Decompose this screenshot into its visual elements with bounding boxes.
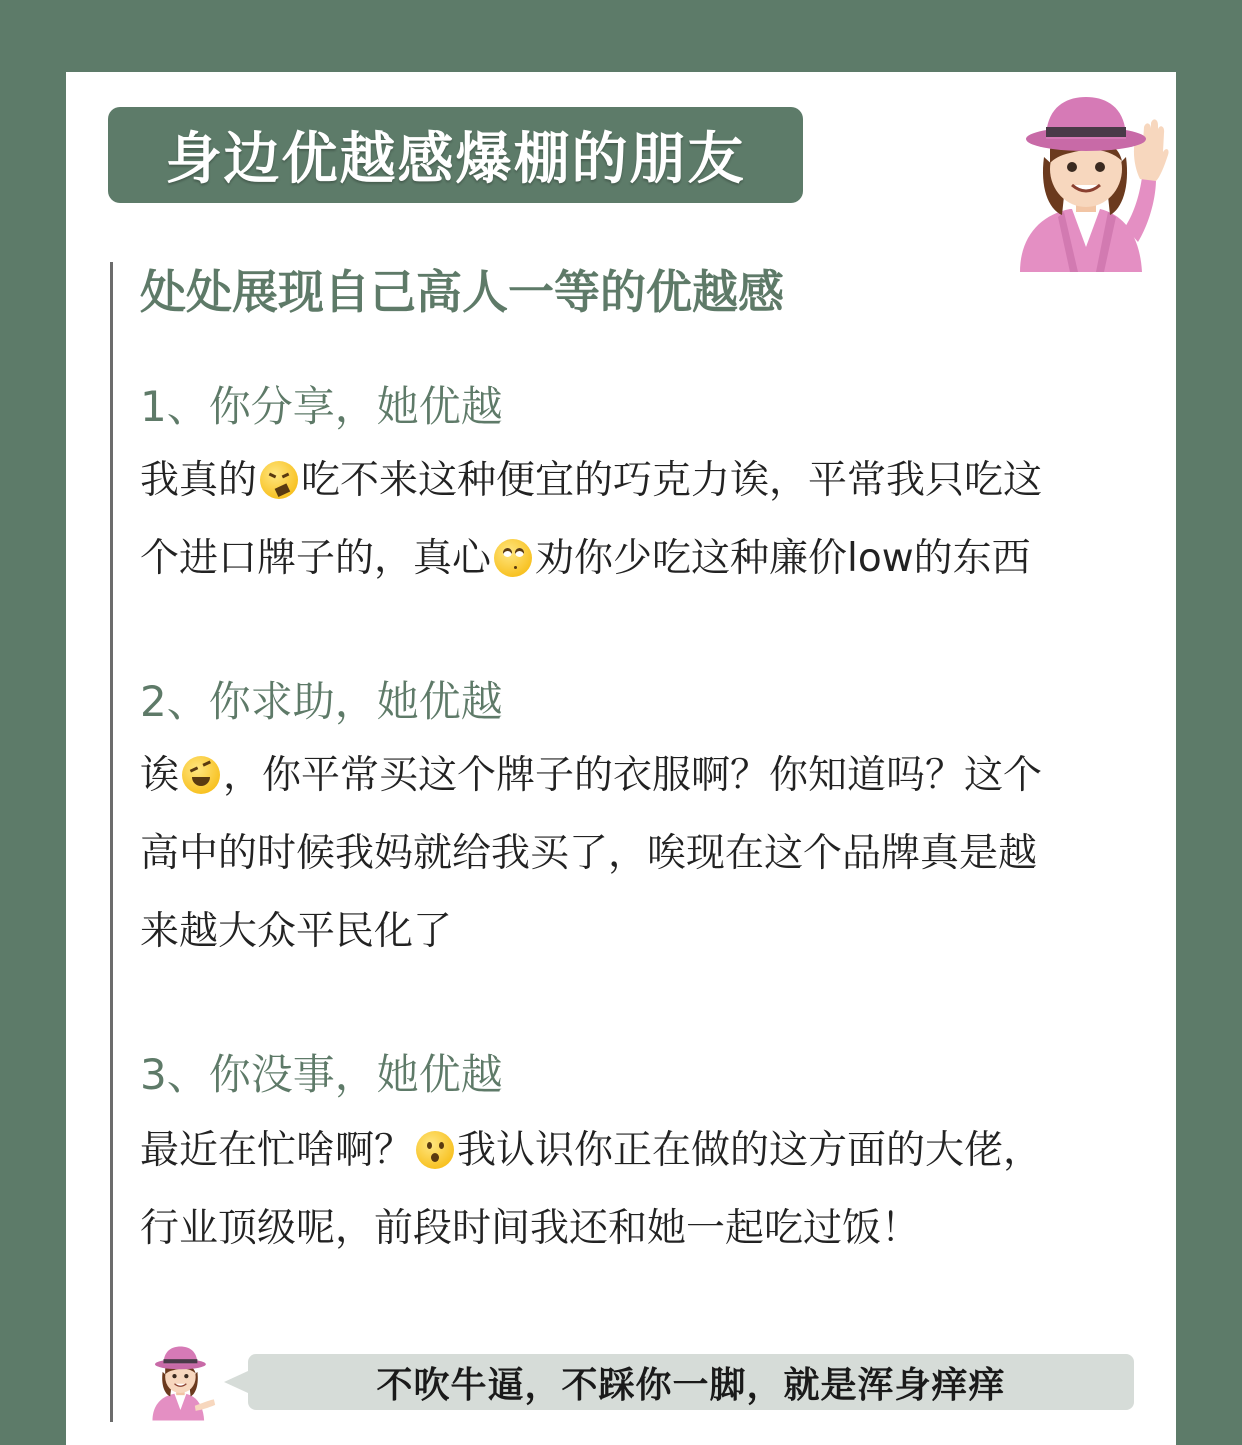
- footer-text: 不吹牛逼，不踩你一脚，就是浑身痒痒: [376, 1364, 1006, 1406]
- footer-speech-bubble: [248, 1354, 1134, 1410]
- title-banner: [108, 107, 803, 203]
- person-gesturing-avatar-icon: [144, 1346, 216, 1421]
- waving-person-avatar-icon: [1000, 97, 1170, 272]
- section-3-line-1: 最近在忙啥啊？ 我认识你正在做的这方面的大佬，: [140, 1128, 1043, 1173]
- section-3-line-2: 行业顶级呢，前段时间我还和她一起吃过饭！: [140, 1206, 921, 1251]
- section-2-line-2: 高中的时候我妈就给我买了，唉现在这个品牌真是越: [140, 831, 1038, 876]
- section-2-line-3: 来越大众平民化了: [140, 909, 453, 954]
- section-1-heading: 1、你分享，她优越: [140, 382, 503, 431]
- section-2-line-1: 诶 ，你平常买这个牌子的衣服啊？你知道吗？这个: [140, 753, 1043, 798]
- section-1-line-1: 我真的 吃不来这种便宜的巧克力诶，平常我只吃这: [140, 458, 1043, 503]
- tired-face-emoji-icon: [260, 461, 298, 499]
- content-card: [66, 72, 1176, 1445]
- section-2-text: [140, 737, 1150, 971]
- section-3-heading: 3、你没事，她优越: [140, 1050, 503, 1099]
- subtitle: 处处展现自己高人一等的优越感: [140, 265, 784, 319]
- section-1-line-2: 个进口牌子的，真心 劝你少吃这种廉价low的东西: [140, 536, 1031, 581]
- laughing-face-emoji-icon: [182, 756, 220, 794]
- section-1-text: [140, 442, 1150, 598]
- left-accent-line: [110, 262, 113, 1422]
- hushed-face-emoji-icon: [416, 1131, 454, 1169]
- section-2-heading: 2、你求助，她优越: [140, 677, 503, 726]
- section-3-text: [140, 1112, 1150, 1268]
- page-title: 身边优越感爆棚的朋友: [165, 127, 746, 192]
- eye-roll-emoji-icon: [494, 539, 532, 577]
